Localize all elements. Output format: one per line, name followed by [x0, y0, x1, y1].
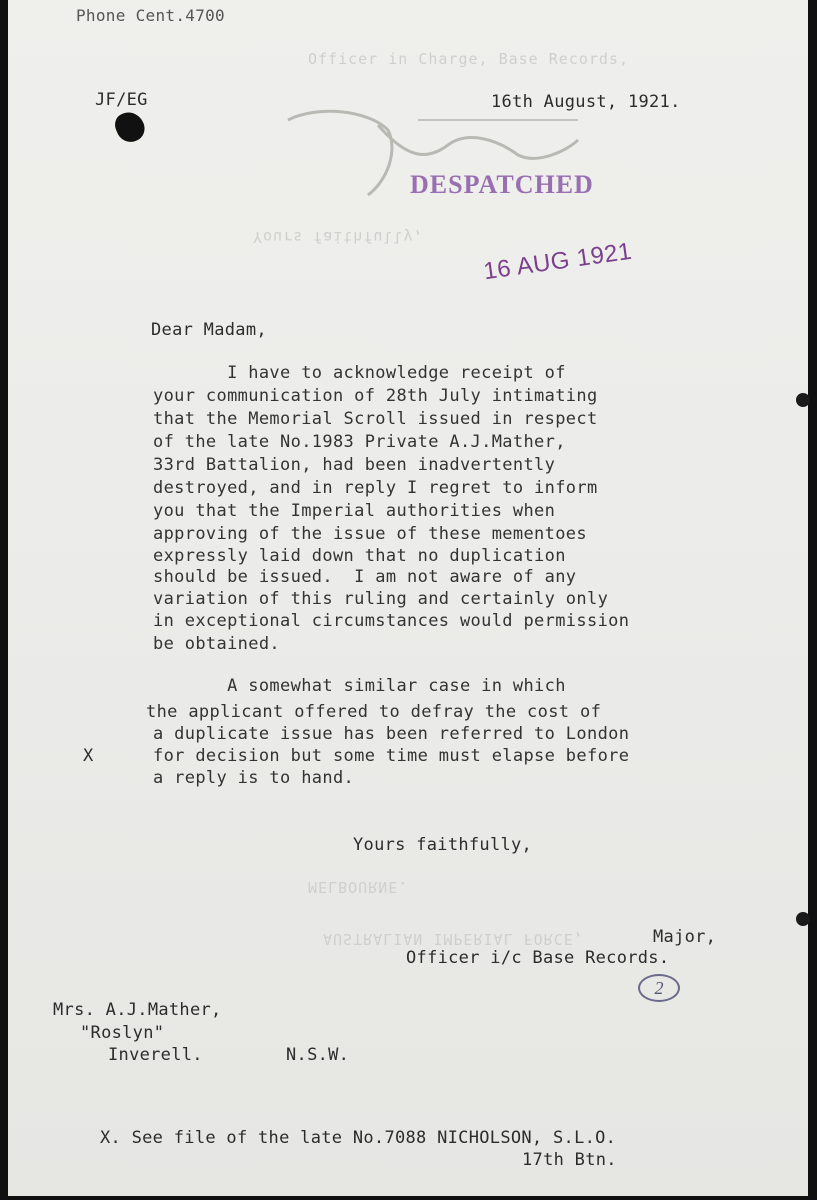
margin-cross-mark: X	[83, 746, 94, 766]
body-line: destroyed, and in reply I regret to inform	[153, 478, 598, 498]
punch-hole	[796, 912, 810, 926]
salutation: Dear Madam,	[151, 320, 267, 340]
body-line: 33rd Battalion, had been inadvertently	[153, 455, 556, 475]
handwritten-initials	[278, 100, 598, 220]
footnote-line-1: X. See file of the late No.7088 NICHOLSON, S.L.O.	[100, 1128, 617, 1148]
ink-blot	[112, 108, 149, 146]
show-through-text: Officer in Charge, Base Records,	[308, 50, 629, 68]
punch-hole	[796, 393, 810, 407]
closing: Yours faithfully,	[353, 835, 533, 855]
circled-annotation	[638, 974, 680, 1002]
body-line: approving of the issue of these mementoes	[153, 524, 587, 544]
body-line: you that the Imperial authorities when	[153, 501, 556, 521]
show-through-text: Yours faithfully,	[253, 228, 424, 246]
recipient-name: Mrs. A.J.Mather,	[53, 1000, 222, 1020]
body-line: that the Memorial Scroll issued in respect	[153, 409, 598, 429]
body-line: expressly laid down that no duplication	[153, 546, 566, 566]
despatched-stamp: DESPATCHED	[410, 170, 594, 199]
body-line: your communication of 28th July intimating	[153, 386, 598, 406]
letter-date: 16th August, 1921.	[491, 92, 681, 112]
body-line: a reply is to hand.	[153, 768, 355, 788]
signatory-title: Officer i/c Base Records.	[406, 948, 670, 968]
reference-code: JF/EG	[95, 90, 148, 110]
body-line: be obtained.	[153, 634, 281, 654]
body-line: variation of this ruling and certainly only	[153, 589, 609, 609]
body-line: of the late No.1983 Private A.J.Mather,	[153, 432, 566, 452]
date-stamp: 16 AUG 1921	[481, 237, 634, 286]
recipient-house: "Roslyn"	[80, 1023, 165, 1043]
footnote-line-2: 17th Btn.	[522, 1150, 617, 1170]
body-line: for decision but some time must elapse before	[153, 746, 630, 766]
show-through-text: MELBOURNE.	[308, 878, 409, 896]
signatory-rank: Major,	[653, 927, 717, 947]
recipient-town: Inverell.	[108, 1045, 203, 1065]
body-line: in exceptional circumstances would permission	[153, 611, 630, 631]
letter-page	[8, 0, 808, 1196]
body-line: should be issued. I am not aware of any	[153, 567, 577, 587]
body-line: A somewhat similar case in which	[153, 676, 566, 696]
recipient-state: N.S.W.	[286, 1045, 350, 1065]
circled-number: 2	[654, 978, 664, 998]
phone-number: Phone Cent.4700	[76, 6, 225, 25]
body-line: I have to acknowledge receipt of	[153, 363, 566, 383]
body-line: the applicant offered to defray the cost of	[146, 702, 602, 722]
body-line: a duplicate issue has been referred to London	[153, 724, 630, 744]
show-through-text: AUSTRALIAN IMPERIAL FORCE,	[323, 930, 584, 948]
